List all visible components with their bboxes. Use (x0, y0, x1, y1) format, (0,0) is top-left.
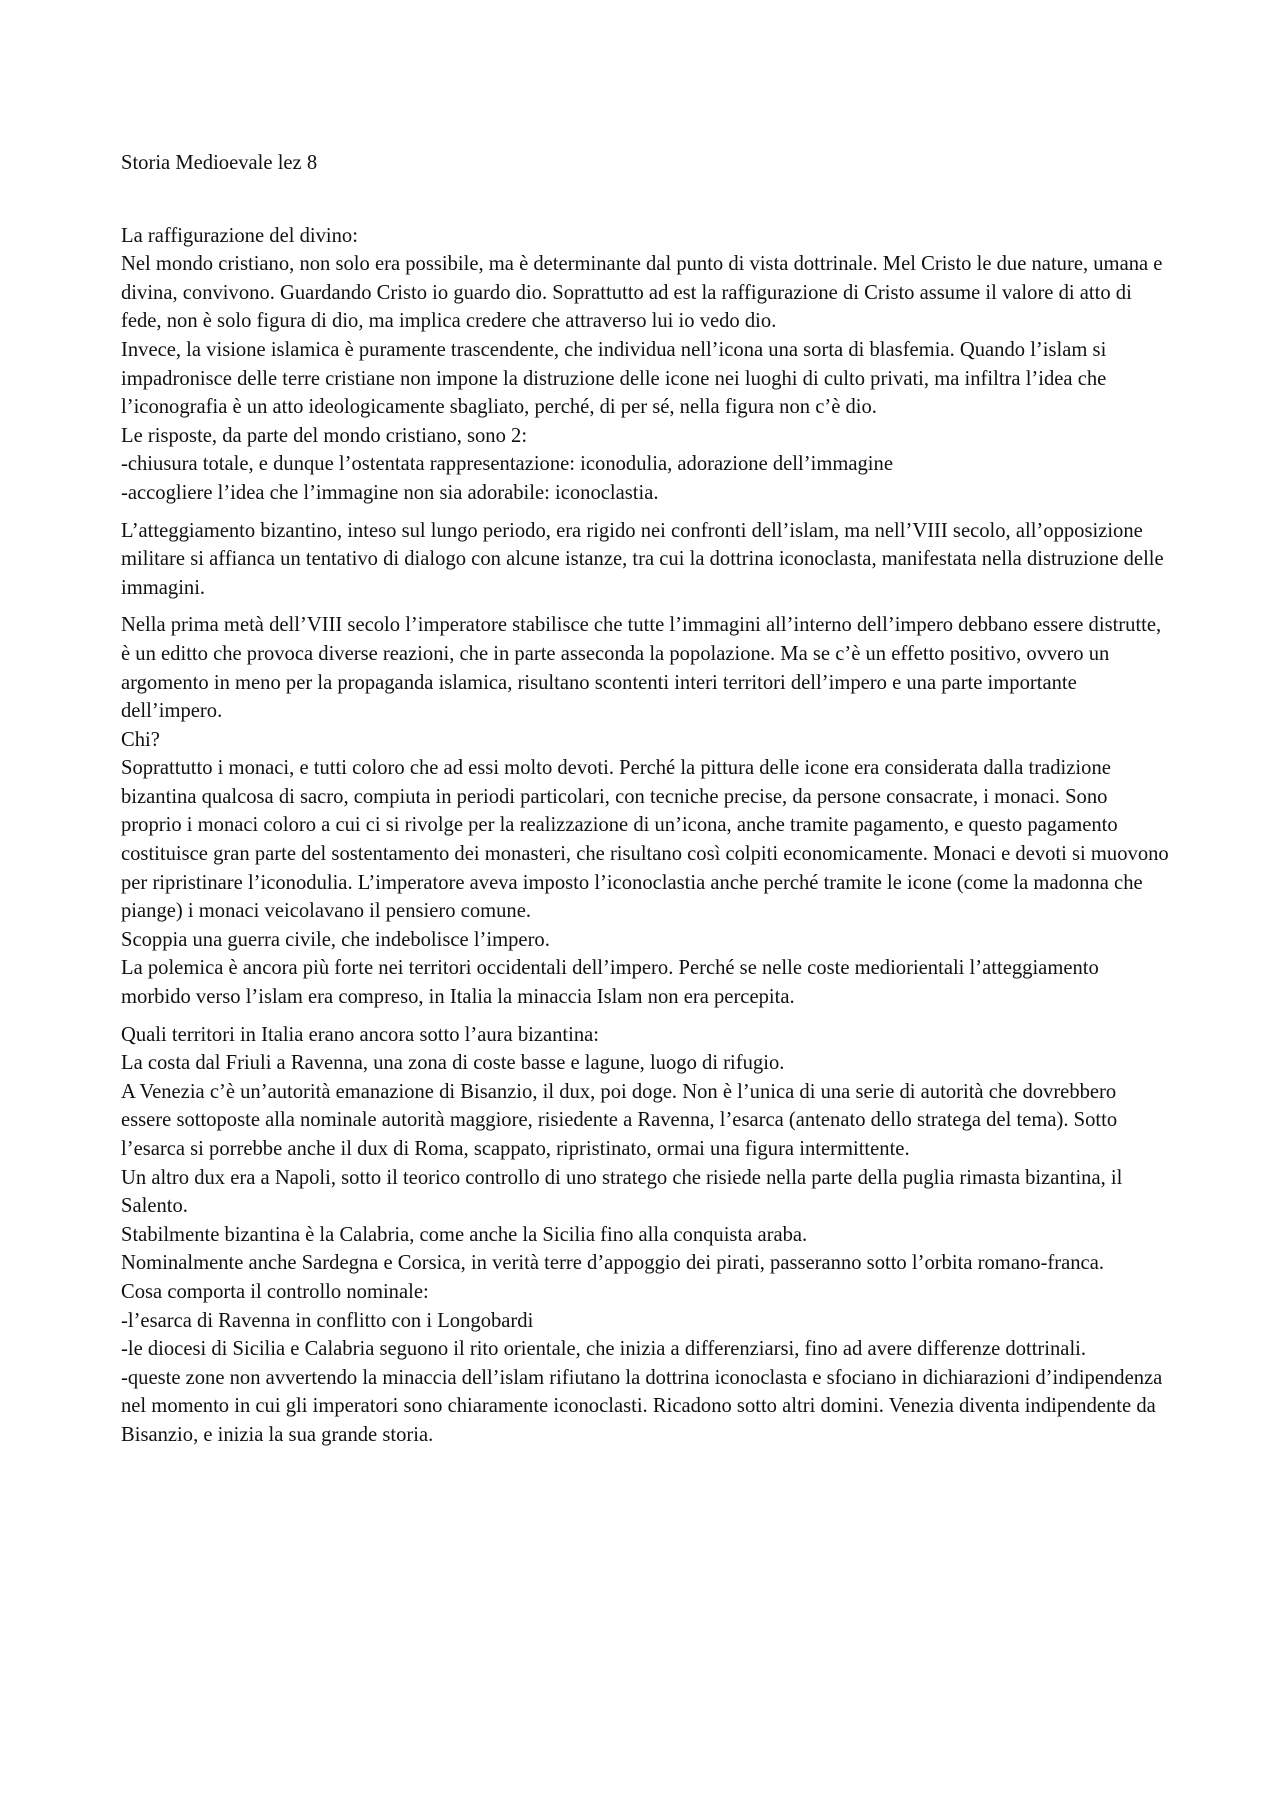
paragraph-line: La raffigurazione del divino: (121, 224, 358, 247)
paragraph-line: La polemica è ancora più forte nei territori occidentali dell’impero. Perché se nelle coste mediorientali l’atteggiamento morbido verso l’islam era compreso, in Italia la minaccia Islam non era percepita. (121, 957, 1099, 1009)
paragraph-line: Soprattutto i monaci, e tutti coloro che ad essi molto devoti. Perché la pittura delle icone era considerata dalla tradizione bizantina qualcosa di sacro, compiuta in periodi particolari, con tecniche precise, da persone consacrate, i monaci. Sono proprio i monaci coloro a cui ci si rivolge per la realizzazione di un’icona, anche tramite pagamento, e questo pagamento costituisce gran parte del sostentamento dei monasteri, che risultano così colpiti economicamente. Monaci e devoti si muovono per ripristinare l’iconodulia. L’imperatore aveva imposto l’iconoclastia anche perché tramite le icone (come la madonna che piange) i monaci veicolavano il pensiero comune. (121, 757, 1169, 923)
paragraph-line: Chi? (121, 728, 160, 751)
paragraph-block-2 (121, 517, 1171, 603)
paragraph-block-3 (121, 611, 1171, 1011)
paragraph-line: Cosa comporta il controllo nominale: (121, 1280, 429, 1303)
paragraph-line: -l’esarca di Ravenna in conflitto con i Longobardi (121, 1309, 534, 1332)
paragraph-line: Un altro dux era a Napoli, sotto il teorico controllo di uno stratego che risiede nella parte della puglia rimasta bizantina, il Salento. (121, 1166, 1123, 1218)
spacer (121, 508, 1171, 517)
spacer (121, 1012, 1171, 1021)
paragraph-line: Quali territori in Italia erano ancora sotto l’aura bizantina: (121, 1023, 600, 1046)
paragraph-line: Nella prima metà dell’VIII secolo l’imperatore stabilisce che tutte l’immagini all’interno dell’impero debbano essere distrutte, è un editto che provoca diverse reazioni, che in parte asseconda la popolazione. Ma se c’è un effetto positivo, ovvero un argomento in meno per la propaganda islamica, risultano scontenti interi territori dell’impero e una parte importante dell’impero. (121, 614, 1162, 723)
document-title: Storia Medioevale lez 8 (121, 152, 318, 174)
paragraph-line: -accogliere l’idea che l’immagine non sia adorabile: iconoclastia. (121, 481, 659, 504)
paragraph-block-4 (121, 1021, 1171, 1450)
paragraph-line: Nel mondo cristiano, non solo era possibile, ma è determinante dal punto di vista dottrinale. Mel Cristo le due nature, umana e divina, convivono. Guardando Cristo io guardo dio. Soprattutto ad est la raffigurazione di Cristo assume il valore di atto di fede, non è solo figura di dio, ma implica credere che attraverso lui io vedo dio. (121, 253, 1163, 333)
paragraph-line: -le diocesi di Sicilia e Calabria seguono il rito orientale, che inizia a differenziarsi, fino ad avere differenze dottrinali. (121, 1338, 1087, 1361)
document-body (121, 149, 1171, 1450)
paragraph-line: A Venezia c’è un’autorità emanazione di Bisanzio, il dux, poi doge. Non è l’unica di una serie di autorità che dovrebbero essere sottoposte alla nominale autorità maggiore, risiedente a Ravenna, l’esarca (antenato dello stratega del tema). Sotto l’esarca si porrebbe anche il dux di Roma, scappato, ripristinato, ormai una figura intermittente. (121, 1080, 1118, 1160)
paragraph-line: Scoppia una guerra civile, che indebolisce l’impero. (121, 928, 550, 951)
paragraph-line: -queste zone non avvertendo la minaccia dell’islam rifiutano la dottrina iconoclasta e sfociano in dichiarazioni d’indipendenza nel momento in cui gli imperatori sono chiaramente iconoclasti. Ricadono sotto altri domini. Venezia diventa indipendente da Bisanzio, e inizia la sua grande storia. (121, 1366, 1163, 1446)
paragraph-line: -chiusura totale, e dunque l’ostentata rappresentazione: iconodulia, adorazione dell’immagine (121, 453, 893, 476)
paragraph-line: Le risposte, da parte del mondo cristiano, sono 2: (121, 424, 528, 447)
paragraph-line: La costa dal Friuli a Ravenna, una zona di coste basse e lagune, luogo di rifugio. (121, 1052, 785, 1075)
paragraph-block-1 (121, 222, 1171, 508)
paragraph-line: Invece, la visione islamica è puramente trascendente, che individua nell’icona una sorta di blasfemia. Quando l’islam si impadronisce delle terre cristiane non impone la distruzione delle icone nei luoghi di culto privati, ma infiltra l’idea che l’iconografia è un atto ideologicamente sbagliato, perché, di per sé, nella figura non c’è dio. (121, 338, 1107, 419)
paragraph-line: L’atteggiamento bizantino, inteso sul lungo periodo, era rigido nei confronti dell’islam, ma nell’VIII secolo, all’opposizione militare si affianca un tentativo di dialogo con alcune istanze, tra cui la dottrina iconoclasta, manifestata nella distruzione delle immagini. (121, 519, 1164, 599)
paragraph-line: Stabilmente bizantina è la Calabria, come anche la Sicilia fino alla conquista araba. (121, 1223, 808, 1246)
paragraph-line: Nominalmente anche Sardegna e Corsica, in verità terre d’appoggio dei pirati, passeranno sotto l’orbita romano-franca. (121, 1252, 1104, 1275)
spacer (121, 178, 1171, 222)
spacer (121, 602, 1171, 611)
